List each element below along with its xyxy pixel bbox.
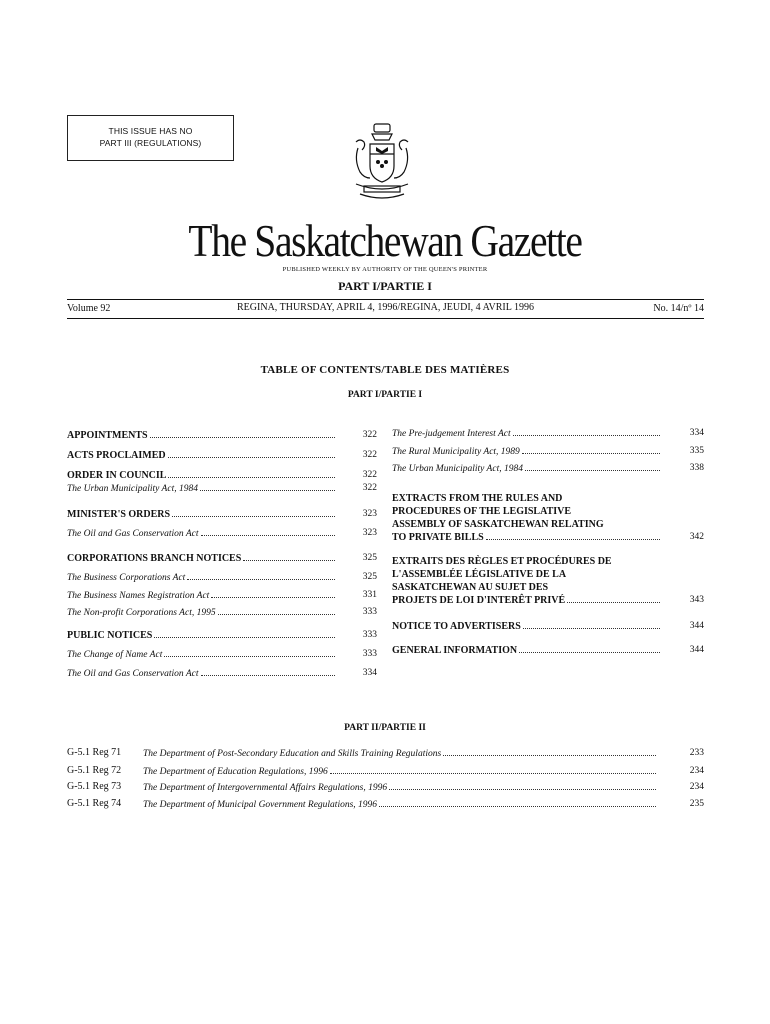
no-part-iii-notice xyxy=(67,115,234,161)
notice-line-1: THIS ISSUE HAS NO xyxy=(108,126,193,136)
regulation-code: G-5.1 Reg 73 xyxy=(67,781,122,792)
regulation-code: G-5.1 Reg 71 xyxy=(67,747,122,758)
toc-entry-extracts-fr[interactable]: EXTRAITS DES RÈGLES ET PROCÉDURES DE L'ASSEMBLÉE LÉGISLATIVE DE LA SASKATCHEWAN AU SUJET DES PROJETS DE LOI D'INTERÊT PRIVÉ 343 xyxy=(392,556,704,606)
regulation-code: G-5.1 Reg 72 xyxy=(67,765,122,776)
gazette-title: The Saskatchewan Gazette xyxy=(188,215,582,266)
regulation-code: G-5.1 Reg 74 xyxy=(67,798,122,809)
volume-number: Volume 92 xyxy=(67,303,111,314)
part-heading: PART I/PARTIE I xyxy=(338,279,432,293)
publisher-line: PUBLISHED WEEKLY BY AUTHORITY OF THE QUEEN'S PRINTER xyxy=(282,266,488,273)
issue-bar xyxy=(67,299,704,319)
toc-part2-heading: PART II/PARTIE II xyxy=(344,723,426,733)
issue-number: No. 14/nº 14 xyxy=(653,303,704,314)
notice-line-2: PART III (REGULATIONS) xyxy=(99,138,202,148)
issue-date: REGINA, THURSDAY, APRIL 4, 1996/REGINA, JEUDI, 4 AVRIL 1996 xyxy=(237,302,534,313)
toc-entry-extracts-en[interactable]: EXTRACTS FROM THE RULES AND PROCEDURES OF THE LEGISLATIVE ASSEMBLY OF SASKATCHEWAN RELATING TO PRIVATE BILLS 342 xyxy=(392,493,704,543)
toc-part1-heading: PART I/PARTIE I xyxy=(347,390,423,400)
toc-title: TABLE OF CONTENTS/TABLE DES MATIÈRES xyxy=(260,364,510,376)
coat-of-arms-icon xyxy=(350,122,414,200)
